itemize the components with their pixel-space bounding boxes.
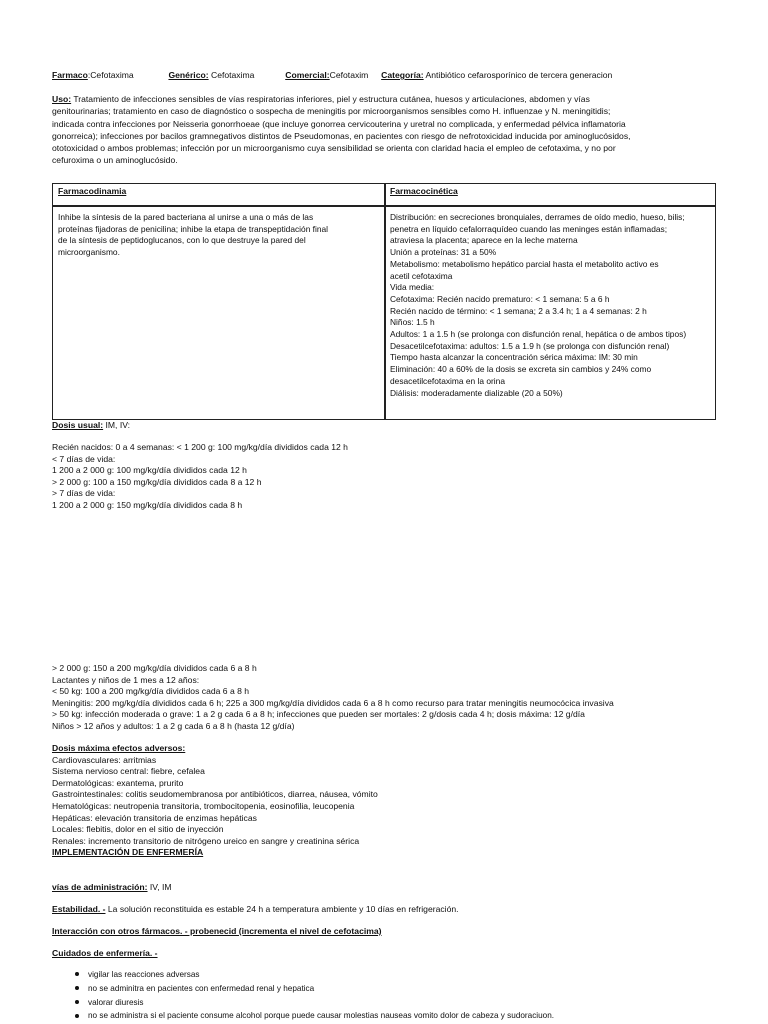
farmacocinetica-line: acetil cefotaxima <box>390 270 453 281</box>
farmacocinetica-text <box>390 212 686 399</box>
generico-value: Cefotaxima <box>208 70 255 80</box>
dosis-line: > 7 días de vida: <box>52 488 116 499</box>
dosis-line: Niños > 12 años y adultos: 1 a 2 g cada 6 a 8 h (hasta 12 g/día) <box>52 720 295 731</box>
farmacocinetica-line: atraviesa la placenta; aparece en la leche materna <box>390 235 578 246</box>
vias-value: IV, IM <box>147 882 172 892</box>
dosis-line: > 2 000 g: 150 a 200 mg/kg/día divididos cada 6 a 8 h <box>52 663 257 673</box>
categoria-label: Categoría: <box>381 70 424 80</box>
farmacodinamia-line: microorganismo. <box>58 247 120 258</box>
interaccion-farmacos: Interacción con otros fármacos. - probenecid (incrementa el nivel de cefotacima) <box>52 926 382 936</box>
dosis-block-b <box>52 663 614 733</box>
estabilidad-value: La solución reconstituida es estable 24 h a temperatura ambiente y 10 días en refrigeración. <box>105 904 459 914</box>
farmacocinetica-line: Eliminación: 40 a 60% de la dosis se excreta sin cambios y 24% como <box>390 364 652 375</box>
vias-label: vías de administración: <box>52 882 148 892</box>
efectos-line: Cardiovasculares: arritmias <box>52 754 157 765</box>
efectos-line: Renales: incremento transitorio de nitrógeno ureico en sangre y creatinina sérica <box>52 835 360 846</box>
bullet-icon <box>75 972 79 976</box>
uso-line: ototoxicidad o ambos problemas; infección por un microorganismo cuya sensibilidad se orienta con claridad hacia el empleo de cefotaxima, y no por <box>52 143 616 154</box>
farmacocinetica-line: Unión a proteínas: 31 a 50% <box>390 247 497 258</box>
bullet-icon <box>75 1014 79 1018</box>
farmacodinamia-text <box>58 212 328 259</box>
dosis-line: > 50 kg: infección moderada o grave: 1 a 2 g cada 6 a 8 h; infecciones que pueden ser mortales: 2 g/dosis cada 4 h; dosis máxima: 12 g/día <box>52 709 585 720</box>
cuidado-item: no se adminitra en pacientes con enfermedad renal y hepatica <box>88 984 315 993</box>
farmacodinamia-line: proteínas fijadoras de penicilina; inhibe la etapa de transpeptidación final <box>58 223 329 234</box>
farmacocinetica-line: Vida media: <box>390 282 435 293</box>
farmacocinetica-line: Metabolismo: metabolismo hepático parcial hasta el metabolito activo es <box>390 258 659 269</box>
cuidado-item: valorar diuresis <box>88 998 144 1007</box>
uso-line: indicada contra infecciones por Neisseria gonorrhoeae (que incluye gonorrea cervicouterina y uretral no complicada, y enfermedad pélvica inflamatoria <box>52 118 626 129</box>
farmacocinetica-line: Distribución: en secreciones bronquiales, derrames de oído medio, hueso, bilis; <box>390 212 685 222</box>
farmacodinamia-header: Farmacodinamia <box>58 186 127 196</box>
dosis-line: < 50 kg: 100 a 200 mg/kg/día divididos cada 6 a 8 h <box>52 686 250 697</box>
dosis-line: < 7 días de vida: <box>52 453 116 464</box>
bullet-icon <box>75 986 79 990</box>
vias-administracion <box>52 882 172 893</box>
efectos-line: Sistema nervioso central: fiebre, cefalea <box>52 766 205 777</box>
efectos-line: Hepáticas: elevación transitoria de enzimas hepáticas <box>52 812 257 823</box>
dosis-line: 1 200 a 2 000 g: 100 mg/kg/día divididos cada 12 h <box>52 465 247 476</box>
cuidado-item: vigilar las reacciones adversas <box>88 970 200 979</box>
dosis-line: Recién nacidos: 0 a 4 semanas: < 1 200 g: 100 mg/kg/día divididos cada 12 h <box>52 442 348 452</box>
farmacocinetica-line: Desacetilcefotaxima: adultos: 1.5 a 1.9 h (se prolonga con disfunción renal) <box>390 340 670 351</box>
efectos-line: Locales: flebitis, dolor en el sitio de inyección <box>52 824 224 835</box>
farmacocinetica-header: Farmacocinética <box>390 186 458 196</box>
uso-line: cefuroxima o un aminoglucósido. <box>52 155 178 166</box>
generico-label: Genérico: <box>168 70 209 80</box>
uso-line: gonorreica); infecciones por bacilos gramnegativos distintos de Pseudomonas, en pacientes con riesgo de nefrotoxicidad inducida por aminoglucósidos, <box>52 130 631 141</box>
efectos-label: Dosis máxima efectos adversos: <box>52 743 186 753</box>
efectos-line: Gastrointestinales: colitis seudomembranosa por antibióticos, diarrea, náusea, vómito <box>52 789 378 800</box>
dosis-block-a <box>52 442 348 512</box>
categoria-value: Antibiótico cefarosporínico de tercera generacion <box>423 70 613 80</box>
estabilidad-label: Estabilidad. - <box>52 904 106 914</box>
efectos-line: Hematológicas: neutropenia transitoria, trombocitopenia, eosinofilia, leucopenia <box>52 800 355 811</box>
farmacocinetica-line: Tiempo hasta alcanzar la concentración sérica máxima: IM: 30 min <box>390 352 638 363</box>
farmacocinetica-line: Diálisis: moderadamente dializable (20 a 50%) <box>390 387 563 398</box>
uso-line: Tratamiento de infecciones sensibles de vías respiratorias inferiores, piel y estructura cutánea, huesos y articulaciones, abdomen y vías <box>71 94 590 104</box>
uso-line: genitourinarias; tratamiento en caso de diagnóstico o sospecha de meningitis por microorganismos sensibles como H. influenzae y N. meningitidis; <box>52 106 611 117</box>
dosis-label: Dosis usual: <box>52 420 104 430</box>
farmaco-value: :Cefotaxima <box>87 70 134 80</box>
efectos-adversos <box>52 743 378 859</box>
farmacocinetica-line: Recién nacido de término: < 1 semana; 2 a 3.4 h; 1 a 4 semanas: 2 h <box>390 305 647 316</box>
cuidados-label: Cuidados de enfermería. - <box>52 948 158 958</box>
comercial-label: Comercial: <box>285 70 330 80</box>
implementacion-title: IMPLEMENTACIÓN DE ENFERMERÍA <box>52 847 204 858</box>
farmacocinetica-line: Adultos: 1 a 1.5 h (se prolonga con disfunción renal, hepática o de ambos tipos) <box>390 329 687 340</box>
dosis-line: Meningitis: 200 mg/kg/día divididos cada 6 h; 225 a 300 mg/kg/día divididos cada 6 a 8 h como recurso para tratar meningitis neumocócica invasiva <box>52 697 614 708</box>
farmacodinamia-line: Inhibe la síntesis de la pared bacteriana al unirse a una o más de las <box>58 212 314 222</box>
farmacocinetica-line: Niños: 1.5 h <box>390 317 435 328</box>
dosis-line: > 2 000 g: 100 a 150 mg/kg/día divididos cada 8 a 12 h <box>52 476 262 487</box>
bullet-icon <box>75 1000 79 1004</box>
farmacocinetica-line: Cefotaxima: Recién nacido prematuro: < 1 semana: 5 a 6 h <box>390 293 610 304</box>
farmacocinetica-line: penetra en líquido cefalorraquídeo cuando las meninges están inflamadas; <box>390 223 668 234</box>
farmaco-label: Farmaco <box>52 70 88 80</box>
drug-header <box>52 70 612 80</box>
uso-section <box>52 93 742 167</box>
efectos-line: Dermatológicas: exantema, prurito <box>52 777 184 788</box>
dosis-line: Lactantes y niños de 1 mes a 12 años: <box>52 674 200 685</box>
estabilidad <box>52 904 459 915</box>
dosis-usual <box>52 420 130 431</box>
dosis-value: IM, IV: <box>103 420 131 430</box>
farmacocinetica-line: desacetilcefotaxima en la orina <box>390 375 505 386</box>
dosis-line: 1 200 a 2 000 g: 150 mg/kg/día divididos cada 8 h <box>52 499 243 510</box>
comercial-value: Cefotaxim <box>329 70 369 80</box>
cuidado-item: no se administra si el paciente consume alcohol porque puede causar molestias nauseas vomito dolor de cabeza y sudoraciuon. <box>88 1011 555 1020</box>
uso-label: Uso: <box>52 94 72 104</box>
farmacodinamia-line: de la síntesis de peptidoglucanos, con lo que destruye la pared del <box>58 235 306 246</box>
